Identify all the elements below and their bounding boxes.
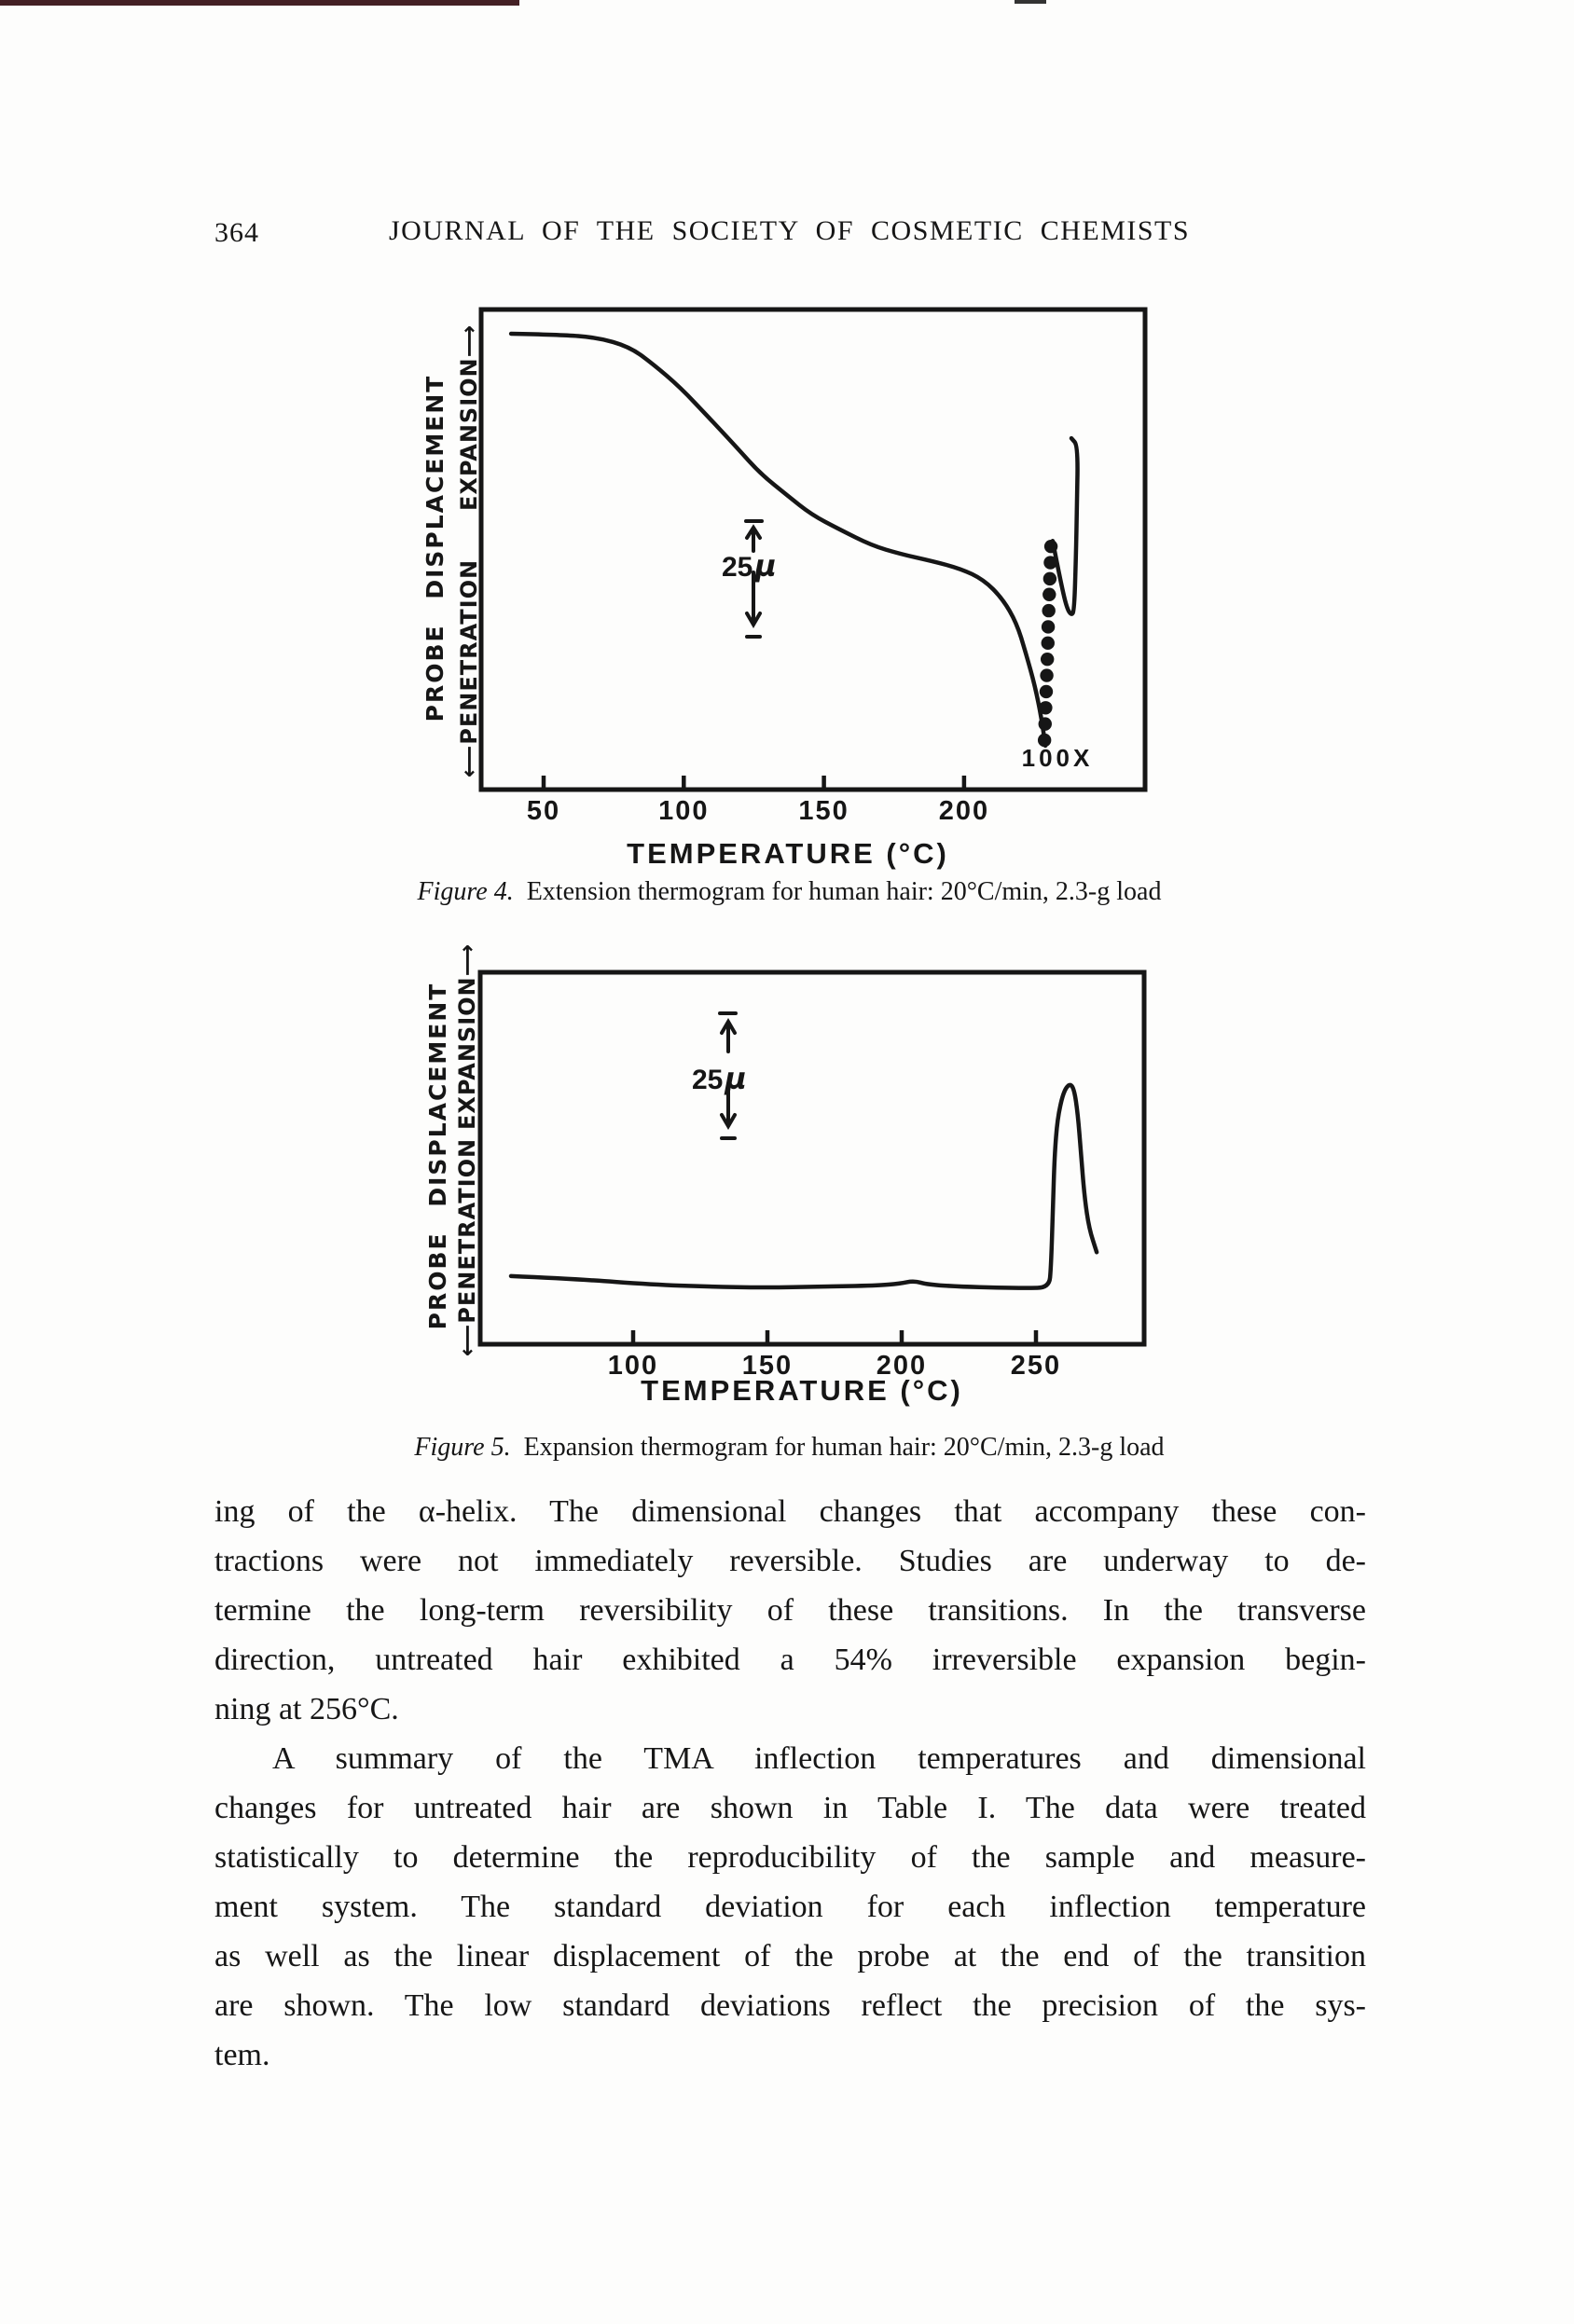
transition-dot — [1040, 685, 1053, 698]
figure5-penetration-label: ⟵PENETRATION — [454, 1137, 480, 1357]
journal-header-title: JOURNAL OF THE SOCIETY OF COSMETIC CHEMISTS — [388, 215, 1191, 246]
figure5-caption-text: Expansion thermogram for human hair: 20°C/min, 2.3-g load — [523, 1433, 1165, 1462]
x-tick-label: 200 — [938, 796, 990, 826]
body-line: termine the long-term reversibility of these transitions. In the transverse — [214, 1593, 1366, 1628]
figure4-scale-bar-label — [722, 548, 815, 584]
figure5-caption-label: Figure 5. — [414, 1433, 511, 1462]
scan-artifact — [0, 0, 519, 6]
figure4-expansion-label: EXPANSION⟶ — [456, 323, 482, 512]
transition-dot — [1042, 604, 1055, 617]
micron-symbol: µ — [725, 1061, 747, 1096]
x-tick-label: 250 — [1010, 1351, 1062, 1381]
figure5-expansion-label: EXPANSION⟶ — [454, 942, 480, 1131]
expansion-trace — [511, 1085, 1097, 1288]
extension-trace — [511, 334, 1045, 746]
body-line: are shown. The low standard deviations reflect the precision of the sys- — [214, 1988, 1366, 2023]
body-line: tractions were not immediately reversible. Studies are underway to de- — [214, 1544, 1366, 1578]
figure4-y-axis-label: PROBE DISPLACEMENT — [421, 374, 449, 722]
transition-dot — [1039, 717, 1052, 730]
x-tick-label: 100 — [607, 1351, 659, 1381]
body-line: statistically to determine the reproducibility of the sample and measure- — [214, 1840, 1366, 1875]
x-tick-label: 150 — [798, 796, 849, 826]
scan-artifact — [1015, 0, 1046, 4]
x-tick-label: 100 — [658, 796, 710, 826]
x-tick-label: 200 — [876, 1351, 928, 1381]
transition-dot — [1043, 572, 1056, 585]
figure5-y-axis-label: PROBE DISPLACEMENT — [424, 982, 451, 1330]
body-line: ning at 256°C. — [214, 1692, 399, 1726]
figure4-caption-label: Figure 4. — [417, 877, 514, 906]
micron-symbol: µ — [754, 548, 777, 584]
body-line: ment system. The standard deviation for each inflection temperature — [214, 1890, 1366, 1924]
body-line: as well as the linear displacement of the probe at the end of the transition — [214, 1939, 1366, 1973]
transition-dot — [1042, 588, 1056, 601]
body-line: tem. — [214, 2038, 270, 2072]
figure4-x-axis-label: TEMPERATURE (°C) — [627, 837, 949, 870]
x-tick-label: 50 — [526, 796, 561, 826]
figure5-caption — [214, 1433, 1364, 1463]
x-tick-label: 150 — [741, 1351, 794, 1381]
transition-dot — [1041, 653, 1054, 666]
scale-bar-value: 25 — [692, 1065, 724, 1095]
body-line: A summary of the TMA inflection temperatures and dimensional — [272, 1741, 1366, 1776]
transition-dot — [1040, 668, 1053, 681]
figure5-scale-bar-label — [692, 1061, 785, 1096]
transition-dot — [1039, 701, 1052, 714]
scale-bar-value: 25 — [722, 552, 753, 583]
page-number: 364 — [214, 217, 259, 248]
figure4-magnification-label: 100X — [1021, 744, 1094, 772]
body-line: changes for untreated hair are shown in Table I. The data were treated — [214, 1791, 1366, 1825]
transition-dot — [1042, 620, 1055, 633]
body-line: ing of the α-helix. The dimensional changes that accompany these con- — [214, 1494, 1366, 1529]
figure5-plot — [466, 951, 1175, 1352]
figure4-plot — [466, 298, 1175, 797]
retrace-100x — [1053, 438, 1078, 613]
figure5-x-axis-label: TEMPERATURE (°C) — [641, 1374, 963, 1407]
figure4-caption-text: Extension thermogram for human hair: 20°C/min, 2.3-g load — [526, 877, 1162, 906]
body-line: direction, untreated hair exhibited a 54% irreversible expansion begin- — [214, 1643, 1366, 1677]
transition-dot — [1042, 637, 1055, 650]
figure4-penetration-label: ⟵PENETRATION — [456, 558, 482, 778]
body-text — [214, 1487, 1366, 2080]
figure4-caption — [214, 877, 1364, 907]
